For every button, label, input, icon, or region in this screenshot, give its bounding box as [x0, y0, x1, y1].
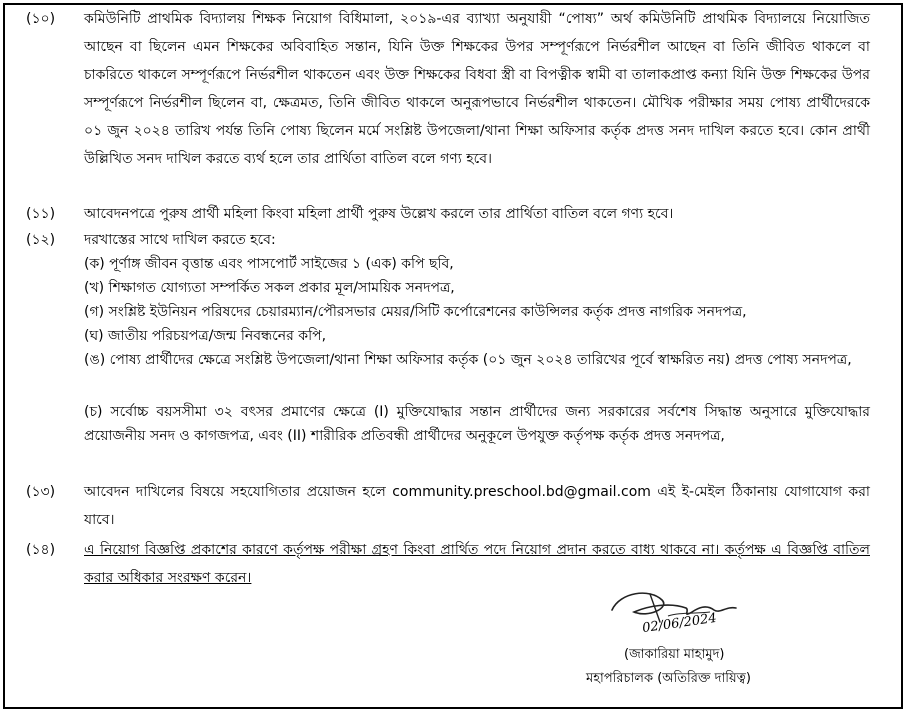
sub-item: (গ) সংশ্লিষ্ট ইউনিয়ন পরিষদের চেয়ারম্যান/পৌরসভার মেয়র/সিটি কর্পোরেশনের কাউন্সিলর কর্তৃক প্রদত্ত নাগরিক সনদপত্র,: [84, 304, 747, 320]
clause-text: দরখাস্তের সাথে দাখিল করতে হবে:: [84, 232, 276, 248]
clause-text: আবেদন দাখিলের বিষয়ে সহযোগিতার প্রয়োজন হলে community.preschool.bd@gmail.com এই ই-মেইল ঠিকানায় যোগাযোগ করা যাবে।: [84, 484, 870, 528]
clause-text: এ নিয়োগ বিজ্ঞপ্তি প্রকাশের কারণে কর্তৃপক্ষ পরীক্ষা গ্রহণ কিংবা প্রার্থিত পদে নিয়োগ প্রদান করতে বাধ্য থাকবে না। কর্তৃপক্ষ এ বিজ্ঞপ্তি বাতিল করার অধিকার সংরক্ষণ করেন।: [84, 542, 870, 586]
signatory-name: (জাকারিয়া মাহামুদ): [624, 647, 725, 662]
sub-item: (ঙ) পোষ্য প্রার্থীদের ক্ষেত্রে সংশ্লিষ্ট উপজেলা/থানা শিক্ষা অফিসার কর্তৃক (০১ জুন ২০২৪ তারিখের পূর্বে স্বাক্ষরিত নয়) প্রদত্ত পোষ্য সনদপত্র,: [84, 352, 852, 368]
clause-text: কমিউনিটি প্রাথমিক বিদ্যালয় শিক্ষক নিয়োগ বিধিমালা, ২০১৯-এর ব্যাখ্যা অনুযায়ী “পোষ্য” অর্থ কমিউনিটি প্রাথমিক বিদ্যালয়ে নিয়োজিত আছেন বা ছিলেন এমন শিক্ষকের অবিবাহিত সন্তান, যিনি উক্ত শিক্ষকের উপর সম্পূর্ণরূপে নির্ভরশীল আছেন বা তিনি জীবিত থাকলে বা চাকরিতে থাকলে সম্পূর্ণরূপে নির্ভরশীল থাকতেন এবং উক্ত শিক্ষকের বিধবা স্ত্রী বা বিপত্নীক স্বামী বা তালাকপ্রাপ্ত কন্যা যিনি উক্ত শিক্ষকের উপর সম্পূর্ণরূপে নির্ভরশীল ছিলেন বা, ক্ষেত্রমত, তিনি জীবিত থাকলে অনুরূপভাবে নির্ভরশীল থাকতেন। মৌখিক পরীক্ষার সময় পোষ্য প্রার্থীদেরকে ০১ জুন ২০২৪ তারিখ পর্যন্ত তিনি পোষ্য ছিলেন মর্মে সংশ্লিষ্ট উপজেলা/থানা শিক্ষা অফিসার কর্তৃক প্রদত্ত সনদ দাখিল করতে হবে। কোন প্রার্থী উল্লিখিত সনদ দাখিল করতে ব্যর্থ হলে তার প্রার্থিতা বাতিল বলে গণ্য হবে।: [84, 11, 870, 167]
sub-item: (ক) পূর্ণাঙ্গ জীবন বৃত্তান্ত এবং পাসপোর্ট সাইজের ১ (এক) কপি ছবি,: [84, 256, 454, 272]
clause-number: (১০): [26, 11, 56, 27]
clause-number: (১১): [26, 206, 56, 222]
signature-date: 02/06/2024: [641, 610, 718, 637]
sub-item: (খ) শিক্ষাগত যোগ্যতা সম্পর্কিত সকল প্রকার মূল/সাময়িক সনদপত্র,: [84, 280, 455, 296]
clause-number: (১৩): [26, 484, 56, 500]
clause-number: (১৪): [26, 542, 56, 558]
sub-item: (চ) সর্বোচ্চ বয়সসীমা ৩২ বৎসর প্রমাণের ক্ষেত্রে (I) মুক্তিযোদ্ধার সন্তান প্রার্থীদের জন্য সরকারের সর্বশেষ সিদ্ধান্ত অনুসারে মুক্তিযোদ্ধার প্রয়োজনীয় সনদ ও কাগজপত্র, এবং (II) শারীরিক প্রতিবন্ধী প্রার্থীদের অনুকূলে উপযুক্ত কর্তৃপক্ষ কর্তৃক প্রদত্ত সনদপত্র,: [84, 404, 870, 444]
clause-text: আবেদনপত্রে পুরুষ প্রার্থী মহিলা কিংবা মহিলা প্রার্থী পুরুষ উল্লেখ করলে তার প্রার্থিতা বাতিল বলে গণ্য হবে।: [84, 206, 674, 222]
sub-item: (ঘ) জাতীয় পরিচয়পত্র/জন্ম নিবন্ধনের কপি,: [84, 328, 327, 344]
signatory-title: মহাপরিচালক (অতিরিক্ত দায়িত্ব): [586, 671, 751, 686]
clause-number: (১২): [26, 232, 56, 248]
